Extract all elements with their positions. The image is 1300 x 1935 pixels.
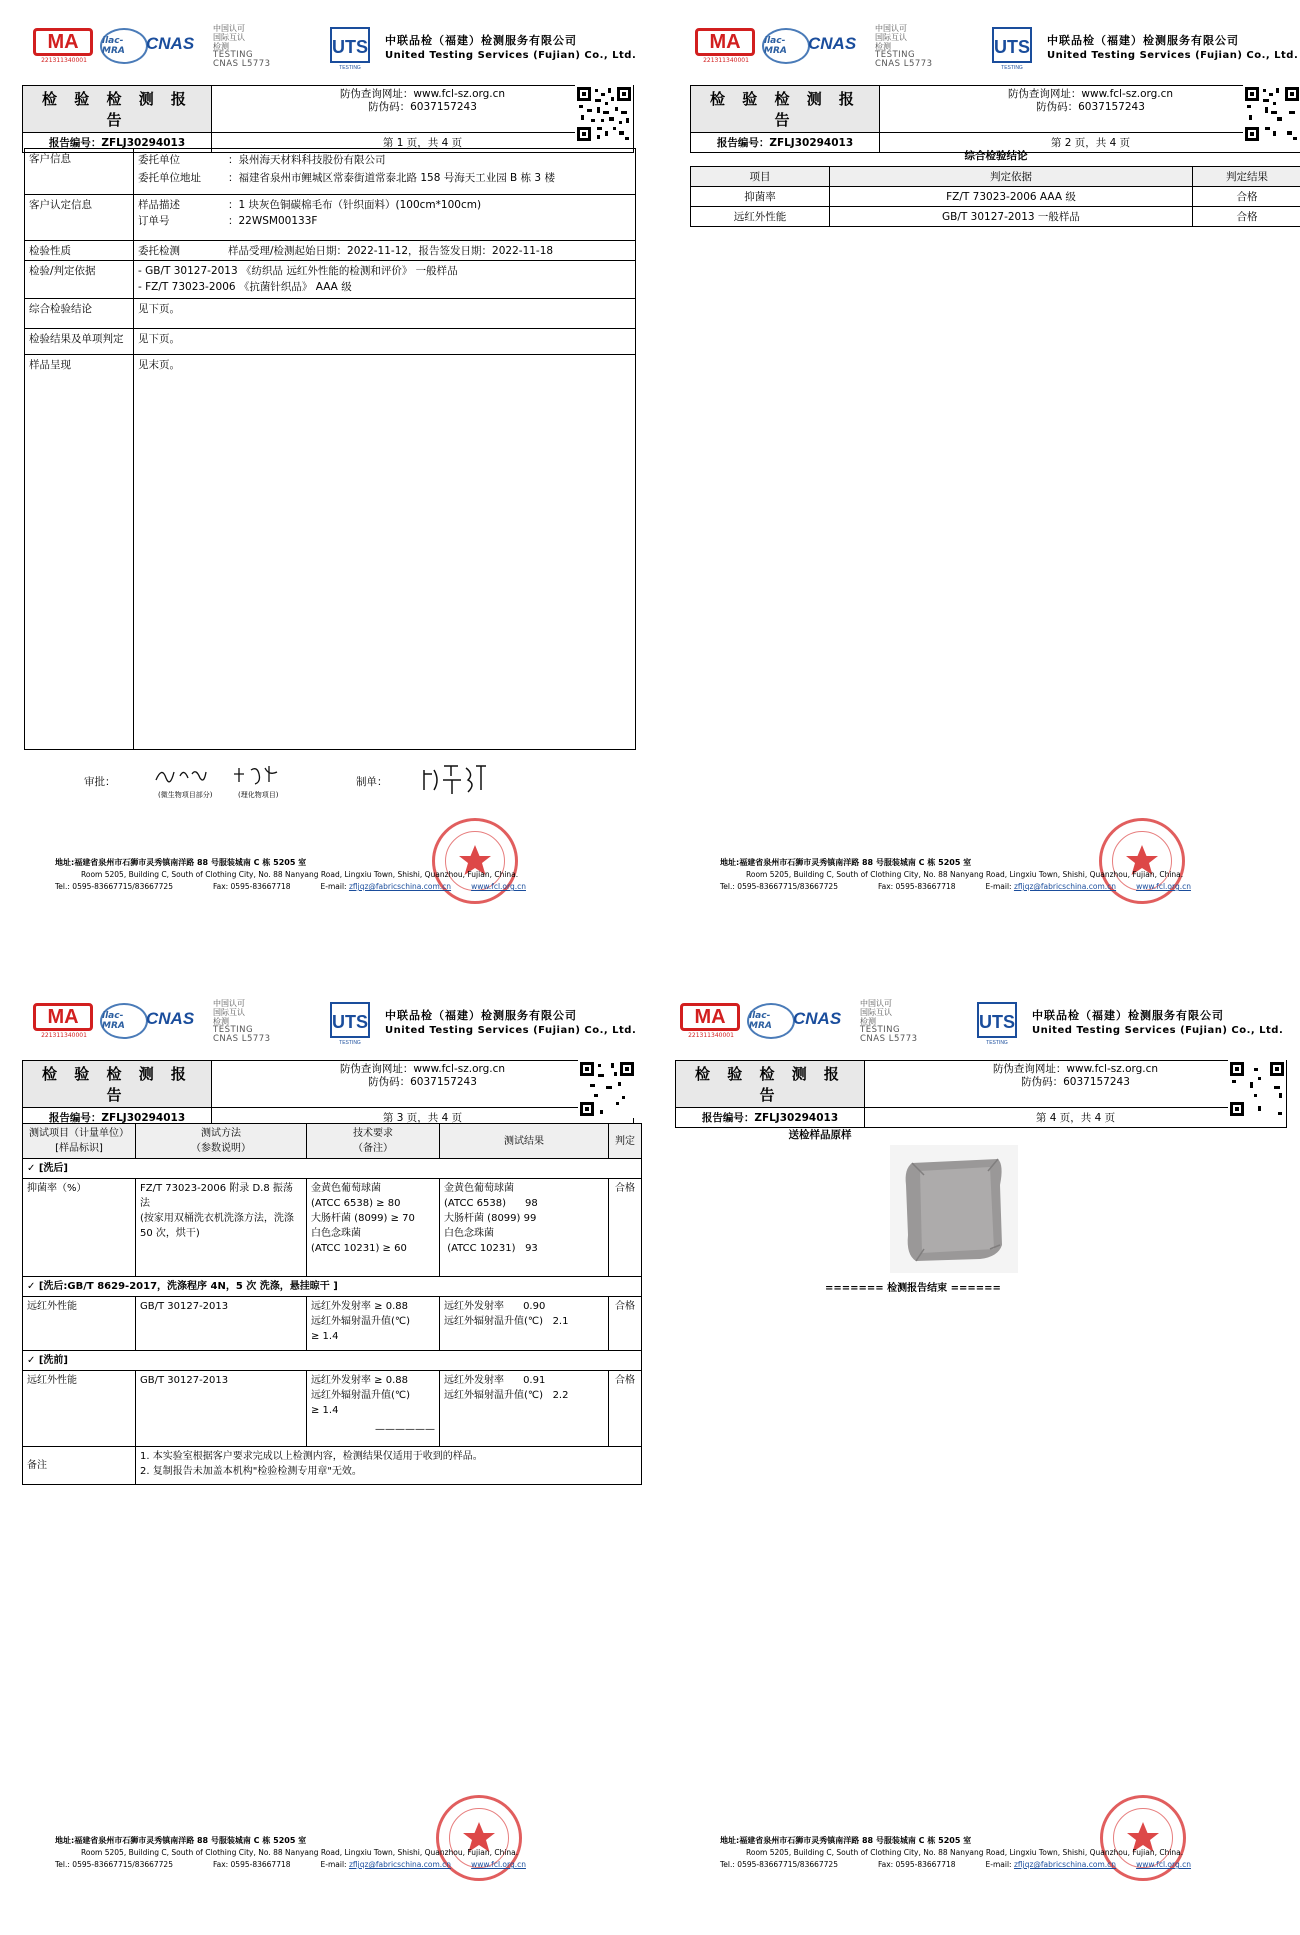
report-number: 报告编号：ZFLJ30294013 bbox=[676, 1108, 865, 1128]
website-link[interactable]: www.fcl.org.cn bbox=[1136, 1860, 1191, 1869]
report-number: 报告编号：ZFLJ30294013 bbox=[23, 133, 212, 153]
svg-text:UTS: UTS bbox=[332, 37, 368, 57]
svg-text:UTS: UTS bbox=[332, 1012, 368, 1032]
report-title: 检 验 检 测 报 告 bbox=[691, 86, 880, 133]
dates: 样品受理/检测起始日期：2022-11-12，报告签发日期：2022-11-18 bbox=[228, 245, 553, 257]
footer-contact: 地址:福建省泉州市石狮市灵秀镇南洋路 88 号服装城南 C 栋 5205 室 Room 5205, Building C, South of Clothing City, No. 88 Nanyang Road, Lingxiu Town, Shishi, Quanzhou, Fujian, China. Tel.: 0595-83667715/83667725 Fax: 0595-83667718 E-mail: zfljqz@fabricschina.com.cn www.fcl.org.cn bbox=[720, 857, 1191, 893]
uts-logo-icon bbox=[992, 27, 1032, 71]
uts-logo-icon bbox=[977, 1002, 1017, 1046]
cma-logo: MA 221311340001 bbox=[33, 1003, 95, 1041]
page-number: 第 2 页，共 4 页 bbox=[880, 133, 1300, 153]
sample-photo bbox=[890, 1145, 1018, 1273]
report-header-table bbox=[22, 1060, 634, 1128]
uts-logo-icon bbox=[330, 1002, 370, 1046]
cma-logo: MA 221311340001 bbox=[695, 28, 757, 66]
table-row: 远红外性能 GB/T 30127-2013 远红外发射率 ≥ 0.88 远红外辐射温升值(℃) ≥ 1.4 远红外发射率 0.90 远红外辐射温升值(℃) 2.1 合格 bbox=[23, 1297, 642, 1351]
cnas-text: 中国认可 国际互认 检测 TESTING CNAS L5773 bbox=[213, 24, 283, 69]
client-info-label: 客户信息 bbox=[25, 149, 134, 195]
nature-label: 检验性质 bbox=[25, 241, 134, 261]
table-row: 抑菌率 FZ/T 73023-2006 AAA 级 合格 bbox=[691, 187, 1300, 207]
anti-fake-info: 防伪查询网址：www.fcl-sz.org.cn 防伪码：6037157243 bbox=[212, 1061, 634, 1108]
lab-name: 中联品检（福建）检测服务有限公司 United Testing Services (Fujian) Co., Ltd. bbox=[1032, 1008, 1283, 1038]
svg-text:TESTING: TESTING bbox=[1001, 65, 1023, 71]
signature-1 bbox=[152, 760, 212, 788]
svg-text:TESTING: TESTING bbox=[339, 1040, 361, 1046]
cnas-text: 中国认可 国际互认 检测 TESTING CNAS L5773 bbox=[860, 999, 930, 1044]
cma-logo: MA 221311340001 bbox=[33, 28, 95, 66]
report-end-text: ======= 检测报告结束 ====== bbox=[690, 1279, 1300, 1294]
approve-label: 审批： bbox=[84, 774, 116, 789]
qr-code-icon bbox=[578, 1060, 636, 1118]
sample-title: 送检样品原样 bbox=[675, 1127, 965, 1142]
website-link[interactable]: www.fcl.org.cn bbox=[471, 1860, 526, 1869]
sig-caption-2: (理化物项目) bbox=[238, 790, 278, 800]
email-link[interactable]: zfljqz@fabricschina.com.cn bbox=[349, 882, 451, 891]
report-page-2 bbox=[665, 0, 1300, 960]
ilac-mra-logo: ilac-MRA bbox=[747, 1003, 795, 1039]
page-number: 第 4 页，共 4 页 bbox=[865, 1108, 1287, 1128]
email-link[interactable]: zfljqz@fabricschina.com.cn bbox=[1014, 1860, 1116, 1869]
footer-contact: 地址:福建省泉州市石狮市灵秀镇南洋路 88 号服装城南 C 栋 5205 室 Room 5205, Building C, South of Clothing City, No. 88 Nanyang Road, Lingxiu Town, Shishi, Quanzhou, Fujian, China. Tel.: 0595-83667715/83667725 Fax: 0595-83667718 E-mail: zfljqz@fabricschina.com.cn www.fcl.org.cn bbox=[720, 1835, 1191, 1871]
svg-text:UTS: UTS bbox=[994, 37, 1030, 57]
cnas-logo: CNAS bbox=[793, 1009, 841, 1029]
report-number: 报告编号：ZFLJ30294013 bbox=[691, 133, 880, 153]
notes-row: 备注 1. 本实验室根据客户要求完成以上检测内容，检测结果仅适用于收到的样品。 2. 复制报告未加盖本机构"检验检测专用章"无效。 bbox=[23, 1447, 642, 1485]
client-info-table: 客户信息 委托单位 ：泉州海天材料科技股份有限公司 委托单位地址 ：福建省泉州市鲤城区常泰街道常泰北路 158 号海天工业园 B 栋 3 楼 客户认定信息 样品描述 ：1 块灰色铜碳棉毛布（针织面料）(100cm*100cm) 订单号 ：22WSM00133F 检验性质 委托检测 样品受理/检测起始日期：2022-11-12，报告签发日期：2022-11-18 检验/判定依据 - GB/T 30127-2013 《纺织品 远红外性能的检测和评价》 一般样品 - FZ/T 73023-2006 《抗菌针织品》 AAA 级 综合检验结论 见下页。 检验结果及单项判定 见下页。 样品呈现 见末页。 bbox=[24, 148, 636, 750]
conclusion-label: 综合检验结论 bbox=[25, 299, 134, 329]
section-after-wash: ✓ [洗后] bbox=[23, 1159, 642, 1179]
report-header-table bbox=[675, 1060, 1287, 1128]
svg-text:TESTING: TESTING bbox=[339, 65, 361, 71]
sig-caption-1: (微生物项目部分) bbox=[158, 790, 212, 800]
cma-logo: MA 221311340001 bbox=[680, 1003, 742, 1041]
summary-title: 综合检验结论 bbox=[690, 148, 1300, 163]
report-header-table bbox=[690, 85, 1300, 153]
cnas-logo: CNAS bbox=[146, 34, 194, 54]
ilac-mra-logo: ilac-MRA bbox=[100, 1003, 148, 1039]
sample-label: 样品呈现 bbox=[25, 355, 134, 750]
svg-text:TESTING: TESTING bbox=[986, 1040, 1008, 1046]
header-logos bbox=[665, 0, 1300, 70]
qr-code-icon bbox=[1243, 85, 1300, 143]
maker-label: 制单： bbox=[356, 774, 388, 789]
section-after-wash-8629: ✓ [洗后:GB/T 8629-2017，洗涤程序 4N，5 次 洗涤，悬挂晾干 ] bbox=[23, 1277, 642, 1297]
test-results-table: 测试项目（计量单位） [样品标识] 测试方法 （参数说明） 技术要求 （备注） 测试结果 判定 ✓ [洗后] 抑菌率（%） FZ/T 73023-2006 附录 D.8 振荡法 (按家用双桶洗衣机洗涤方法，洗涤 50 次，烘干) 金黄色葡萄球菌 (ATCC 6538) ≥ 80 大肠杆菌 (8099) ≥ 70 白色念珠菌 (ATCC 10231) ≥ 60 金黄色葡萄球菌 (ATCC 6538) 98 大肠杆菌 (8099) 99 白色念珠菌 (ATCC 10231) 93 合格 ✓ [洗后:GB/T 8629-2017，洗涤程序 4N，5 次 洗涤，悬挂晾干 ] 远红外性能 GB/T 30127-2013 远红外发射率 ≥ 0.88 远红外辐射温升值(℃) ≥ 1.4 远红外发射率 0.90 远红外辐射温升值(℃) 2.1 合格 ✓ [洗前] 远红外性能 GB/T 30127-2013 远红外发射率 ≥ 0.88 远红外辐射温升值(℃) ≥ 1.4 —————— 远红外发射率 0.91 远红外辐射温升值(℃) 2.2 合格 备注 1. 本实验室根据客户要求完成以上检测内容，检测结果仅适用于收到的样品。 2. 复制报告未加盖本机构"检验检测专用章"无效。 bbox=[22, 1123, 642, 1485]
ilac-mra-logo: ilac-MRA bbox=[100, 28, 148, 64]
uts-logo-icon bbox=[330, 27, 370, 71]
table-row: 远红外性能 GB/T 30127-2013 远红外发射率 ≥ 0.88 远红外辐射温升值(℃) ≥ 1.4 —————— 远红外发射率 0.91 远红外辐射温升值(℃) 2.2 合格 bbox=[23, 1371, 642, 1447]
website-link[interactable]: www.fcl.org.cn bbox=[1136, 882, 1191, 891]
report-title: 检 验 检 测 报 告 bbox=[23, 86, 212, 133]
table-row: 远红外性能 GB/T 30127-2013 一般样品 合格 bbox=[691, 207, 1300, 227]
report-title: 检 验 检 测 报 告 bbox=[23, 1061, 212, 1108]
signature-2 bbox=[230, 760, 290, 788]
report-header-table bbox=[22, 85, 634, 153]
cnas-logo: CNAS bbox=[146, 1009, 194, 1029]
signature-3 bbox=[420, 760, 490, 796]
results-label: 检验结果及单项判定 bbox=[25, 329, 134, 355]
anti-fake-info: 防伪查询网址：www.fcl-sz.org.cn 防伪码：6037157243 bbox=[865, 1061, 1287, 1108]
report-page-4 bbox=[650, 975, 1300, 1935]
header-logos bbox=[0, 975, 650, 1045]
cnas-logo: CNAS bbox=[808, 34, 856, 54]
header-logos bbox=[650, 975, 1300, 1045]
svg-text:UTS: UTS bbox=[979, 1012, 1015, 1032]
table-row: 抑菌率（%） FZ/T 73023-2006 附录 D.8 振荡法 (按家用双桶洗衣机洗涤方法，洗涤 50 次，烘干) 金黄色葡萄球菌 (ATCC 6538) ≥ 80 大肠杆菌 (8099) ≥ 70 白色念珠菌 (ATCC 10231) ≥ 60 金黄色葡萄球菌 (ATCC 6538) 98 大肠杆菌 (8099) 99 白色念珠菌 (ATCC 10231) 93 合格 bbox=[23, 1179, 642, 1277]
cnas-text: 中国认可 国际互认 检测 TESTING CNAS L5773 bbox=[875, 24, 945, 69]
email-link[interactable]: zfljqz@fabricschina.com.cn bbox=[1014, 882, 1116, 891]
report-title: 检 验 检 测 报 告 bbox=[676, 1061, 865, 1108]
website-link[interactable]: www.fcl.org.cn bbox=[471, 882, 526, 891]
divider-line: —————— bbox=[311, 1422, 435, 1437]
signature-row bbox=[80, 760, 530, 810]
report-page-1 bbox=[0, 0, 650, 960]
lab-name: 中联品检（福建）检测服务有限公司 United Testing Services (Fujian) Co., Ltd. bbox=[385, 1008, 636, 1038]
report-page-3 bbox=[0, 975, 650, 1935]
lab-name: 中联品检（福建）检测服务有限公司 United Testing Services (Fujian) Co., Ltd. bbox=[385, 33, 636, 63]
lab-name: 中联品检（福建）检测服务有限公司 United Testing Services (Fujian) Co., Ltd. bbox=[1047, 33, 1298, 63]
header-logos bbox=[0, 0, 650, 70]
page-number: 第 1 页，共 4 页 bbox=[212, 133, 634, 153]
cnas-text: 中国认可 国际互认 检测 TESTING CNAS L5773 bbox=[213, 999, 283, 1044]
email-link[interactable]: zfljqz@fabricschina.com.cn bbox=[349, 1860, 451, 1869]
footer-contact: 地址:福建省泉州市石狮市灵秀镇南洋路 88 号服装城南 C 栋 5205 室 Room 5205, Building C, South of Clothing City, No. 88 Nanyang Road, Lingxiu Town, Shishi, Quanzhou, Fujian, China. Tel.: 0595-83667715/83667725 Fax: 0595-83667718 E-mail: zfljqz@fabricschina.com.cn www.fcl.org.cn bbox=[55, 1835, 526, 1871]
summary-table: 项目 判定依据 判定结果 抑菌率 FZ/T 73023-2006 AAA 级 合格 远红外性能 GB/T 30127-2013 一般样品 合格 bbox=[690, 166, 1300, 227]
anti-fake-info: 防伪查询网址：www.fcl-sz.org.cn 防伪码：6037157243 bbox=[212, 86, 634, 133]
anti-fake-info: 防伪查询网址：www.fcl-sz.org.cn 防伪码：6037157243 bbox=[880, 86, 1300, 133]
qr-code-icon bbox=[575, 85, 633, 143]
basis-label: 检验/判定依据 bbox=[25, 261, 134, 299]
client-confirm-label: 客户认定信息 bbox=[25, 195, 134, 241]
footer-contact: 地址:福建省泉州市石狮市灵秀镇南洋路 88 号服装城南 C 栋 5205 室 Room 5205, Building C, South of Clothing City, No. 88 Nanyang Road, Lingxiu Town, Shishi, Quanzhou, Fujian, China. Tel.: 0595-83667715/83667725 Fax: 0595-83667718 E-mail: zfljqz@fabricschina.com.cn www.fcl.org.cn bbox=[55, 857, 526, 893]
report-number: 报告编号：ZFLJ30294013 bbox=[23, 1108, 212, 1128]
section-before-wash: ✓ [洗前] bbox=[23, 1351, 642, 1371]
qr-code-icon bbox=[1228, 1060, 1286, 1118]
ilac-mra-logo: ilac-MRA bbox=[762, 28, 810, 64]
page-number: 第 3 页，共 4 页 bbox=[212, 1108, 634, 1128]
